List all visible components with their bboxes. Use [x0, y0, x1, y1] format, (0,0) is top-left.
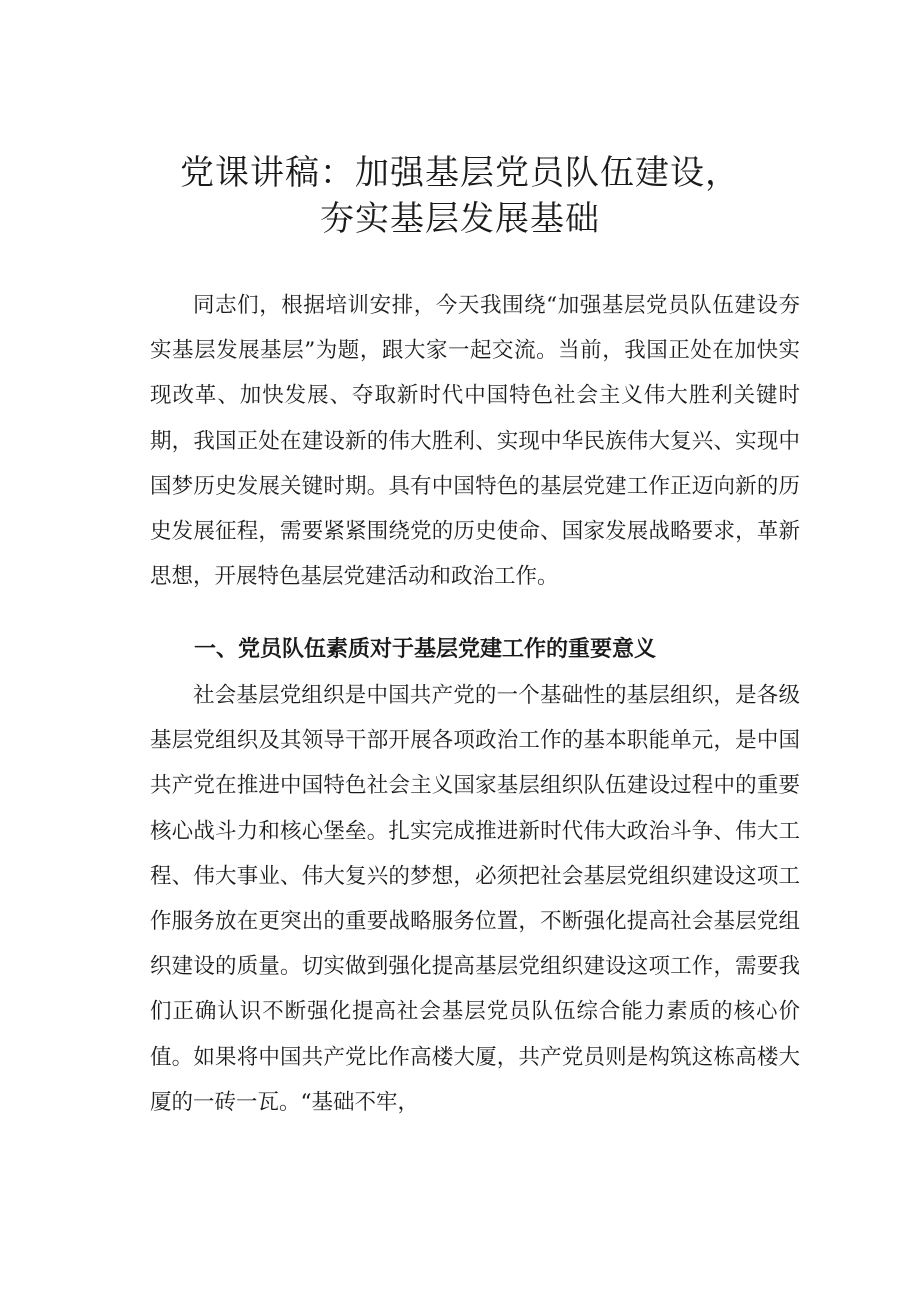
paragraph-intro: 同志们，根据培训安排，今天我围绕“加强基层党员队伍建设夯实基层发展基层”为题，跟大家一起交流。当前，我国正处在加快实现改革、加快发展、夺取新时代中国特色社会主义伟大胜利关键时期，我国正处在建设新的伟大胜利、实现中华民族伟大复兴、实现中国梦历史发展关键时期。具有中国特色的基层党建工作正迈向新的历史发展征程，需要紧紧围绕党的历史使命、国家发展战略要求，革新思想，开展特色基层党建活动和政治工作。	[150, 293, 800, 590]
document-title	[100, 150, 820, 242]
title-line-1: 党课讲稿：加强基层党员队伍建设，	[180, 153, 740, 193]
title-line-2: 夯实基层发展基础	[320, 199, 600, 239]
section-heading-1: 一、党员队伍素质对于基层党建工作的重要意义	[194, 637, 657, 662]
paragraph-section-1: 社会基层党组织是中国共产党的一个基础性的基层组织，是各级基层党组织及其领导干部开展各项政治工作的基本职能单元，是中国共产党在推进中国特色社会主义国家基层组织队伍建设过程中的重要核心战斗力和核心堡垒。扎实完成推进新时代伟大政治斗争、伟大工程、伟大事业、伟大复兴的梦想，必须把社会基层党组织建设这项工作服务放在更突出的重要战略服务位置，不断强化提高社会基层党组织建设的质量。切实做到强化提高基层党组织建设这项工作，需要我们正确认识不断强化提高社会基层党员队伍综合能力素质的核心价值。如果将中国共产党比作高楼大厦，共产党员则是构筑这栋高楼大厦的一砖一瓦。“基础不牢，	[150, 683, 800, 1115]
